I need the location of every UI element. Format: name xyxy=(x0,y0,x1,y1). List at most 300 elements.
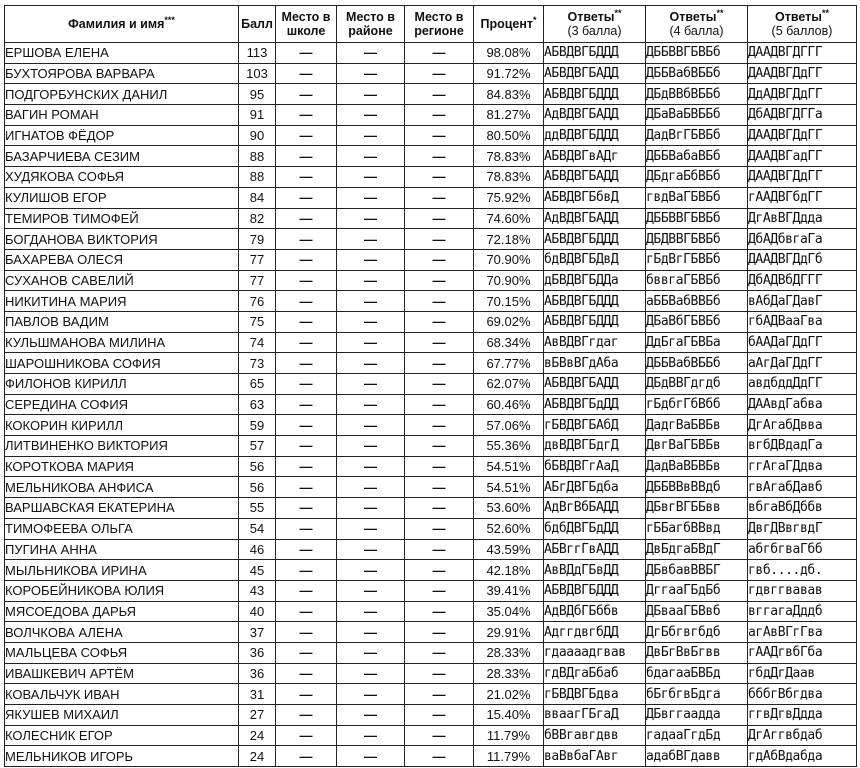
cell-answers-5: ДвгДВвгвдГ xyxy=(748,518,857,539)
cell-place-district: — xyxy=(337,208,405,229)
cell-answers-3: АвВДВГгдаг xyxy=(544,332,646,353)
table-row xyxy=(5,394,857,415)
cell-percent: 78.83% xyxy=(474,167,544,188)
table-row xyxy=(5,663,857,684)
cell-name: СУХАНОВ САВЕЛИЙ xyxy=(5,270,239,291)
cell-place-school: — xyxy=(276,353,337,374)
cell-place-school: — xyxy=(276,560,337,581)
cell-answers-3: АБВггГвАДД xyxy=(544,539,646,560)
cell-place-school: — xyxy=(276,684,337,705)
cell-answers-4: ДБвгВГББвв xyxy=(646,498,748,519)
cell-answers-5: вггагаДддб xyxy=(748,601,857,622)
cell-place-school: — xyxy=(276,229,337,250)
cell-place-district: — xyxy=(337,270,405,291)
table-row xyxy=(5,146,857,167)
cell-place-school: — xyxy=(276,601,337,622)
cell-answers-4: гвдВаГБВБб xyxy=(646,187,748,208)
header-percent: Процент* xyxy=(474,6,544,43)
cell-answers-5: ДААДВГадГГ xyxy=(748,146,857,167)
cell-score: 56 xyxy=(239,477,276,498)
cell-place-school: — xyxy=(276,622,337,643)
cell-answers-4: ДБвааГБВвб xyxy=(646,601,748,622)
cell-percent: 67.77% xyxy=(474,353,544,374)
table-row xyxy=(5,477,857,498)
cell-percent: 15.40% xyxy=(474,705,544,726)
cell-place-school: — xyxy=(276,291,337,312)
cell-answers-4: ДБдВВбВББб xyxy=(646,84,748,105)
cell-answers-5: ггвДгвДдда xyxy=(748,705,857,726)
header-name: Фамилия и имя*** xyxy=(5,6,239,43)
cell-name: ФИЛОНОВ КИРИЛЛ xyxy=(5,374,239,395)
cell-answers-4: ДадВгГБВБб xyxy=(646,125,748,146)
cell-score: 24 xyxy=(239,746,276,767)
cell-score: 24 xyxy=(239,725,276,746)
cell-place-district: — xyxy=(337,105,405,126)
header-place-school: Место в школе xyxy=(276,6,337,43)
cell-place-district: — xyxy=(337,684,405,705)
cell-place-region: — xyxy=(405,229,474,250)
cell-place-region: — xyxy=(405,187,474,208)
cell-answers-4: аББВабВВБб xyxy=(646,291,748,312)
cell-place-region: — xyxy=(405,539,474,560)
cell-answers-5: вгбДВдадГа xyxy=(748,436,857,457)
cell-name: БУХТОЯРОВА ВАРВАРА xyxy=(5,63,239,84)
cell-answers-3: АБВДВГБДДД xyxy=(544,291,646,312)
cell-percent: 39.41% xyxy=(474,580,544,601)
cell-place-district: — xyxy=(337,477,405,498)
cell-place-school: — xyxy=(276,208,337,229)
cell-answers-5: гбдДгДаав xyxy=(748,663,857,684)
cell-score: 84 xyxy=(239,187,276,208)
cell-place-school: — xyxy=(276,374,337,395)
cell-place-region: — xyxy=(405,270,474,291)
cell-percent: 75.92% xyxy=(474,187,544,208)
cell-place-district: — xyxy=(337,229,405,250)
cell-place-school: — xyxy=(276,415,337,436)
cell-place-district: — xyxy=(337,43,405,64)
table-body xyxy=(5,43,857,767)
cell-place-school: — xyxy=(276,84,337,105)
cell-score: 45 xyxy=(239,560,276,581)
cell-place-region: — xyxy=(405,518,474,539)
table-row xyxy=(5,684,857,705)
cell-name: МЯСОЕДОВА ДАРЬЯ xyxy=(5,601,239,622)
cell-place-school: — xyxy=(276,725,337,746)
table-row xyxy=(5,332,857,353)
cell-place-region: — xyxy=(405,498,474,519)
cell-answers-5: гбАДВааГва xyxy=(748,311,857,332)
cell-answers-4: ДадВаВБВБв xyxy=(646,456,748,477)
cell-answers-5: вбгаВбДббв xyxy=(748,498,857,519)
cell-answers-3: АБгДВГБдба xyxy=(544,477,646,498)
cell-answers-3: ддВДВГБДДД xyxy=(544,125,646,146)
cell-answers-4: гББагбВВвд xyxy=(646,518,748,539)
cell-score: 91 xyxy=(239,105,276,126)
cell-answers-3: бдВДВГБДвД xyxy=(544,249,646,270)
cell-answers-3: АБВДВГБАДД xyxy=(544,167,646,188)
cell-place-school: — xyxy=(276,125,337,146)
cell-score: 88 xyxy=(239,167,276,188)
cell-answers-5: ДгАггвбдаб xyxy=(748,725,857,746)
table-row xyxy=(5,353,857,374)
cell-place-district: — xyxy=(337,291,405,312)
cell-place-region: — xyxy=(405,725,474,746)
cell-answers-3: гдВДгаБбаб xyxy=(544,663,646,684)
cell-score: 55 xyxy=(239,498,276,519)
cell-name: КОВАЛЬЧУК ИВАН xyxy=(5,684,239,705)
cell-answers-4: ДдБгаГБВБа xyxy=(646,332,748,353)
cell-answers-5: гвб....дб. xyxy=(748,560,857,581)
cell-answers-4: ДвБгВвБгвв xyxy=(646,642,748,663)
cell-answers-3: бБВДВГгАаД xyxy=(544,456,646,477)
header-place-region: Место в регионе xyxy=(405,6,474,43)
table-row xyxy=(5,642,857,663)
cell-percent: 55.36% xyxy=(474,436,544,457)
cell-place-district: — xyxy=(337,601,405,622)
cell-percent: 54.51% xyxy=(474,477,544,498)
cell-place-school: — xyxy=(276,456,337,477)
cell-score: 75 xyxy=(239,311,276,332)
cell-place-district: — xyxy=(337,374,405,395)
cell-name: ВАРШАВСКАЯ ЕКАТЕРИНА xyxy=(5,498,239,519)
cell-answers-5: вАбДаГДавГ xyxy=(748,291,857,312)
cell-percent: 29.91% xyxy=(474,622,544,643)
cell-answers-3: гдаааадгвав xyxy=(544,642,646,663)
cell-name: СЕРЕДИНА СОФИЯ xyxy=(5,394,239,415)
cell-place-school: — xyxy=(276,146,337,167)
cell-place-district: — xyxy=(337,663,405,684)
cell-place-region: — xyxy=(405,353,474,374)
cell-answers-3: АБВДВГБбвД xyxy=(544,187,646,208)
cell-answers-4: гБдВгГБВБб xyxy=(646,249,748,270)
cell-answers-5: ДбАДбвгаГа xyxy=(748,229,857,250)
cell-percent: 70.15% xyxy=(474,291,544,312)
cell-answers-3: гБВДВГБдва xyxy=(544,684,646,705)
cell-answers-4: ДБаВбГБВБб xyxy=(646,311,748,332)
table-row xyxy=(5,311,857,332)
cell-percent: 62.07% xyxy=(474,374,544,395)
cell-answers-4: гадааГгдБд xyxy=(646,725,748,746)
cell-place-district: — xyxy=(337,539,405,560)
cell-place-school: — xyxy=(276,43,337,64)
cell-place-region: — xyxy=(405,332,474,353)
cell-answers-3: АБВДВГБДДД xyxy=(544,84,646,105)
cell-name: ИГНАТОВ ФЁДОР xyxy=(5,125,239,146)
cell-percent: 52.60% xyxy=(474,518,544,539)
cell-place-school: — xyxy=(276,332,337,353)
cell-place-school: — xyxy=(276,311,337,332)
cell-answers-5: абгбгваГбб xyxy=(748,539,857,560)
cell-score: 57 xyxy=(239,436,276,457)
cell-percent: 35.04% xyxy=(474,601,544,622)
cell-answers-3: вБВвВГдАба xyxy=(544,353,646,374)
cell-percent: 81.27% xyxy=(474,105,544,126)
cell-percent: 42.18% xyxy=(474,560,544,581)
cell-answers-5: ДдАДВГДдГГ xyxy=(748,84,857,105)
cell-answers-5: ггАгаГДдва xyxy=(748,456,857,477)
cell-place-region: — xyxy=(405,84,474,105)
cell-name: НИКИТИНА МАРИЯ xyxy=(5,291,239,312)
cell-answers-3: АБВДВГвАДг xyxy=(544,146,646,167)
cell-place-region: — xyxy=(405,622,474,643)
header-place-district: Место в районе xyxy=(337,6,405,43)
table-row xyxy=(5,560,857,581)
cell-name: КУЛИШОВ ЕГОР xyxy=(5,187,239,208)
cell-place-region: — xyxy=(405,249,474,270)
cell-name: ЯКУШЕВ МИХАИЛ xyxy=(5,705,239,726)
cell-name: ПОДГОРБУНСКИХ ДАНИЛ xyxy=(5,84,239,105)
cell-answers-3: вваагГБгаД xyxy=(544,705,646,726)
cell-score: 103 xyxy=(239,63,276,84)
cell-name: БАЗАРЧИЕВА СЕЗИМ xyxy=(5,146,239,167)
cell-answers-3: АБВДВГБДДД xyxy=(544,229,646,250)
cell-place-region: — xyxy=(405,125,474,146)
cell-score: 43 xyxy=(239,580,276,601)
cell-answers-3: АБВДВГБАДД xyxy=(544,63,646,84)
cell-place-school: — xyxy=(276,663,337,684)
cell-answers-5: ДбАДВбДГГГ xyxy=(748,270,857,291)
cell-answers-3: дБВДВГБДДа xyxy=(544,270,646,291)
cell-place-region: — xyxy=(405,477,474,498)
cell-percent: 21.02% xyxy=(474,684,544,705)
cell-percent: 57.06% xyxy=(474,415,544,436)
cell-answers-5: гвАгабДавб xyxy=(748,477,857,498)
cell-name: КОКОРИН КИРИЛЛ xyxy=(5,415,239,436)
cell-answers-3: ваВвбаГАвг xyxy=(544,746,646,767)
cell-name: МЕЛЬНИКОВ ИГОРЬ xyxy=(5,746,239,767)
cell-score: 76 xyxy=(239,291,276,312)
cell-name: ЛИТВИНЕНКО ВИКТОРИЯ xyxy=(5,436,239,457)
cell-answers-5: бббгВбгдва xyxy=(748,684,857,705)
cell-answers-4: ДБаВаБВББб xyxy=(646,105,748,126)
cell-answers-4: ДББВабаВБб xyxy=(646,146,748,167)
cell-answers-3: АБВДВГБДДД xyxy=(544,311,646,332)
table-row xyxy=(5,374,857,395)
cell-answers-4: ДБвггаадда xyxy=(646,705,748,726)
table-row xyxy=(5,43,857,64)
cell-percent: 60.46% xyxy=(474,394,544,415)
cell-answers-4: ДББВабВББб xyxy=(646,353,748,374)
cell-answers-4: бдагааБВБд xyxy=(646,663,748,684)
cell-answers-5: гААДгвбГба xyxy=(748,642,857,663)
cell-percent: 98.08% xyxy=(474,43,544,64)
cell-place-school: — xyxy=(276,394,337,415)
table-row xyxy=(5,601,857,622)
cell-name: ПАВЛОВ ВАДИМ xyxy=(5,311,239,332)
table-row xyxy=(5,436,857,457)
cell-score: 37 xyxy=(239,622,276,643)
table-row xyxy=(5,63,857,84)
cell-place-region: — xyxy=(405,43,474,64)
cell-answers-3: АдВДВГБАДД xyxy=(544,208,646,229)
cell-name: БАХАРЕВА ОЛЕСЯ xyxy=(5,249,239,270)
cell-place-region: — xyxy=(405,705,474,726)
cell-place-school: — xyxy=(276,270,337,291)
cell-place-district: — xyxy=(337,311,405,332)
table-row xyxy=(5,415,857,436)
cell-place-region: — xyxy=(405,684,474,705)
cell-answers-5: ДААДВГДдГГ xyxy=(748,63,857,84)
table-row xyxy=(5,187,857,208)
cell-place-region: — xyxy=(405,63,474,84)
cell-answers-3: АБВДВГБДДД xyxy=(544,43,646,64)
table-row xyxy=(5,291,857,312)
cell-place-district: — xyxy=(337,187,405,208)
cell-answers-3: бдбДВГБдДД xyxy=(544,518,646,539)
cell-answers-4: ДБДВВГБВБб xyxy=(646,229,748,250)
cell-answers-5: ДААДВГДдГГ xyxy=(748,125,857,146)
cell-answers-5: аАгДаГДдГГ xyxy=(748,353,857,374)
cell-score: 27 xyxy=(239,705,276,726)
cell-place-region: — xyxy=(405,663,474,684)
cell-name: БОГДАНОВА ВИКТОРИЯ xyxy=(5,229,239,250)
cell-place-school: — xyxy=(276,63,337,84)
cell-place-region: — xyxy=(405,415,474,436)
table-row xyxy=(5,622,857,643)
cell-percent: 74.60% xyxy=(474,208,544,229)
cell-percent: 84.83% xyxy=(474,84,544,105)
cell-place-district: — xyxy=(337,622,405,643)
table-row xyxy=(5,229,857,250)
cell-place-district: — xyxy=(337,249,405,270)
cell-answers-4: ДгБбгвгбдб xyxy=(646,622,748,643)
cell-name: ВОЛЧКОВА АЛЕНА xyxy=(5,622,239,643)
cell-score: 40 xyxy=(239,601,276,622)
cell-percent: 70.90% xyxy=(474,249,544,270)
cell-place-region: — xyxy=(405,167,474,188)
table-row xyxy=(5,456,857,477)
cell-answers-4: ДББВВвВВдб xyxy=(646,477,748,498)
cell-answers-5: ДгАгабДвва xyxy=(748,415,857,436)
cell-place-district: — xyxy=(337,415,405,436)
cell-answers-4: ДББВВГБВБб xyxy=(646,43,748,64)
cell-answers-4: ДБдгаБбВБб xyxy=(646,167,748,188)
header-answers-5: Ответы** (5 баллов) xyxy=(748,6,857,43)
cell-place-region: — xyxy=(405,642,474,663)
cell-score: 77 xyxy=(239,270,276,291)
cell-place-district: — xyxy=(337,353,405,374)
cell-answers-4: ДадгВаБВБв xyxy=(646,415,748,436)
table-row xyxy=(5,518,857,539)
cell-score: 82 xyxy=(239,208,276,229)
cell-answers-3: АдВгВбБАДД xyxy=(544,498,646,519)
cell-score: 77 xyxy=(239,249,276,270)
results-table xyxy=(4,5,857,767)
cell-answers-5: гААДВГбдГГ xyxy=(748,187,857,208)
table-row xyxy=(5,746,857,767)
header-answers-3: Ответы** (3 балла) xyxy=(544,6,646,43)
cell-name: ШАРОШНИКОВА СОФИЯ xyxy=(5,353,239,374)
cell-score: 65 xyxy=(239,374,276,395)
cell-score: 63 xyxy=(239,394,276,415)
cell-place-region: — xyxy=(405,436,474,457)
cell-answers-3: двВДВГБдгД xyxy=(544,436,646,457)
cell-answers-4: адабВГдавв xyxy=(646,746,748,767)
cell-answers-5: гдвггвавав xyxy=(748,580,857,601)
cell-percent: 54.51% xyxy=(474,456,544,477)
table-row xyxy=(5,580,857,601)
cell-percent: 91.72% xyxy=(474,63,544,84)
table-row xyxy=(5,725,857,746)
table-row xyxy=(5,498,857,519)
cell-place-district: — xyxy=(337,146,405,167)
cell-place-school: — xyxy=(276,249,337,270)
cell-place-district: — xyxy=(337,498,405,519)
cell-percent: 72.18% xyxy=(474,229,544,250)
cell-place-district: — xyxy=(337,84,405,105)
cell-percent: 53.60% xyxy=(474,498,544,519)
cell-name: КУЛЬШМАНОВА МИЛИНА xyxy=(5,332,239,353)
cell-name: МАЛЬЦЕВА СОФЬЯ xyxy=(5,642,239,663)
cell-name: ТИМОФЕЕВА ОЛЬГА xyxy=(5,518,239,539)
cell-place-district: — xyxy=(337,167,405,188)
cell-percent: 11.79% xyxy=(474,725,544,746)
cell-place-school: — xyxy=(276,105,337,126)
cell-place-region: — xyxy=(405,601,474,622)
cell-score: 56 xyxy=(239,456,276,477)
table-row xyxy=(5,539,857,560)
cell-name: ТЕМИРОВ ТИМОФЕЙ xyxy=(5,208,239,229)
cell-place-region: — xyxy=(405,105,474,126)
cell-answers-3: АдВДбГБббв xyxy=(544,601,646,622)
cell-score: 74 xyxy=(239,332,276,353)
cell-score: 59 xyxy=(239,415,276,436)
cell-place-school: — xyxy=(276,539,337,560)
table-row xyxy=(5,249,857,270)
cell-answers-3: АБВДВГБАДД xyxy=(544,374,646,395)
cell-place-district: — xyxy=(337,63,405,84)
cell-name: ИВАШКЕВИЧ АРТЁМ xyxy=(5,663,239,684)
cell-place-district: — xyxy=(337,518,405,539)
cell-place-district: — xyxy=(337,642,405,663)
cell-place-school: — xyxy=(276,705,337,726)
cell-answers-4: бБгбгвБдга xyxy=(646,684,748,705)
cell-place-region: — xyxy=(405,291,474,312)
header-score: Балл xyxy=(239,6,276,43)
cell-percent: 80.50% xyxy=(474,125,544,146)
cell-place-region: — xyxy=(405,394,474,415)
cell-place-school: — xyxy=(276,518,337,539)
cell-place-school: — xyxy=(276,167,337,188)
cell-place-region: — xyxy=(405,146,474,167)
cell-answers-5: ДААДВГДдГб xyxy=(748,249,857,270)
cell-answers-4: ДББВВГБВБб xyxy=(646,208,748,229)
cell-place-school: — xyxy=(276,436,337,457)
cell-name: МЕЛЬНИКОВА АНФИСА xyxy=(5,477,239,498)
cell-answers-5: ДААДВГДдГГ xyxy=(748,167,857,188)
cell-answers-4: ДББВабВББб xyxy=(646,63,748,84)
cell-percent: 78.83% xyxy=(474,146,544,167)
cell-name: КОРОБЕЙНИКОВА ЮЛИЯ xyxy=(5,580,239,601)
cell-answers-3: бВВгавгдвв xyxy=(544,725,646,746)
cell-place-region: — xyxy=(405,746,474,767)
cell-answers-5: авдбддДдГГ xyxy=(748,374,857,395)
cell-score: 90 xyxy=(239,125,276,146)
cell-score: 54 xyxy=(239,518,276,539)
cell-answers-3: гБВДВГБАбД xyxy=(544,415,646,436)
table-row xyxy=(5,105,857,126)
table-row xyxy=(5,125,857,146)
table-row xyxy=(5,167,857,188)
cell-place-district: — xyxy=(337,394,405,415)
cell-answers-3: АдггдвгбДД xyxy=(544,622,646,643)
cell-percent: 69.02% xyxy=(474,311,544,332)
cell-name: КОРОТКОВА МАРИЯ xyxy=(5,456,239,477)
cell-place-district: — xyxy=(337,580,405,601)
cell-place-region: — xyxy=(405,580,474,601)
cell-answers-4: ДБвбавВВБГ xyxy=(646,560,748,581)
cell-percent: 11.79% xyxy=(474,746,544,767)
